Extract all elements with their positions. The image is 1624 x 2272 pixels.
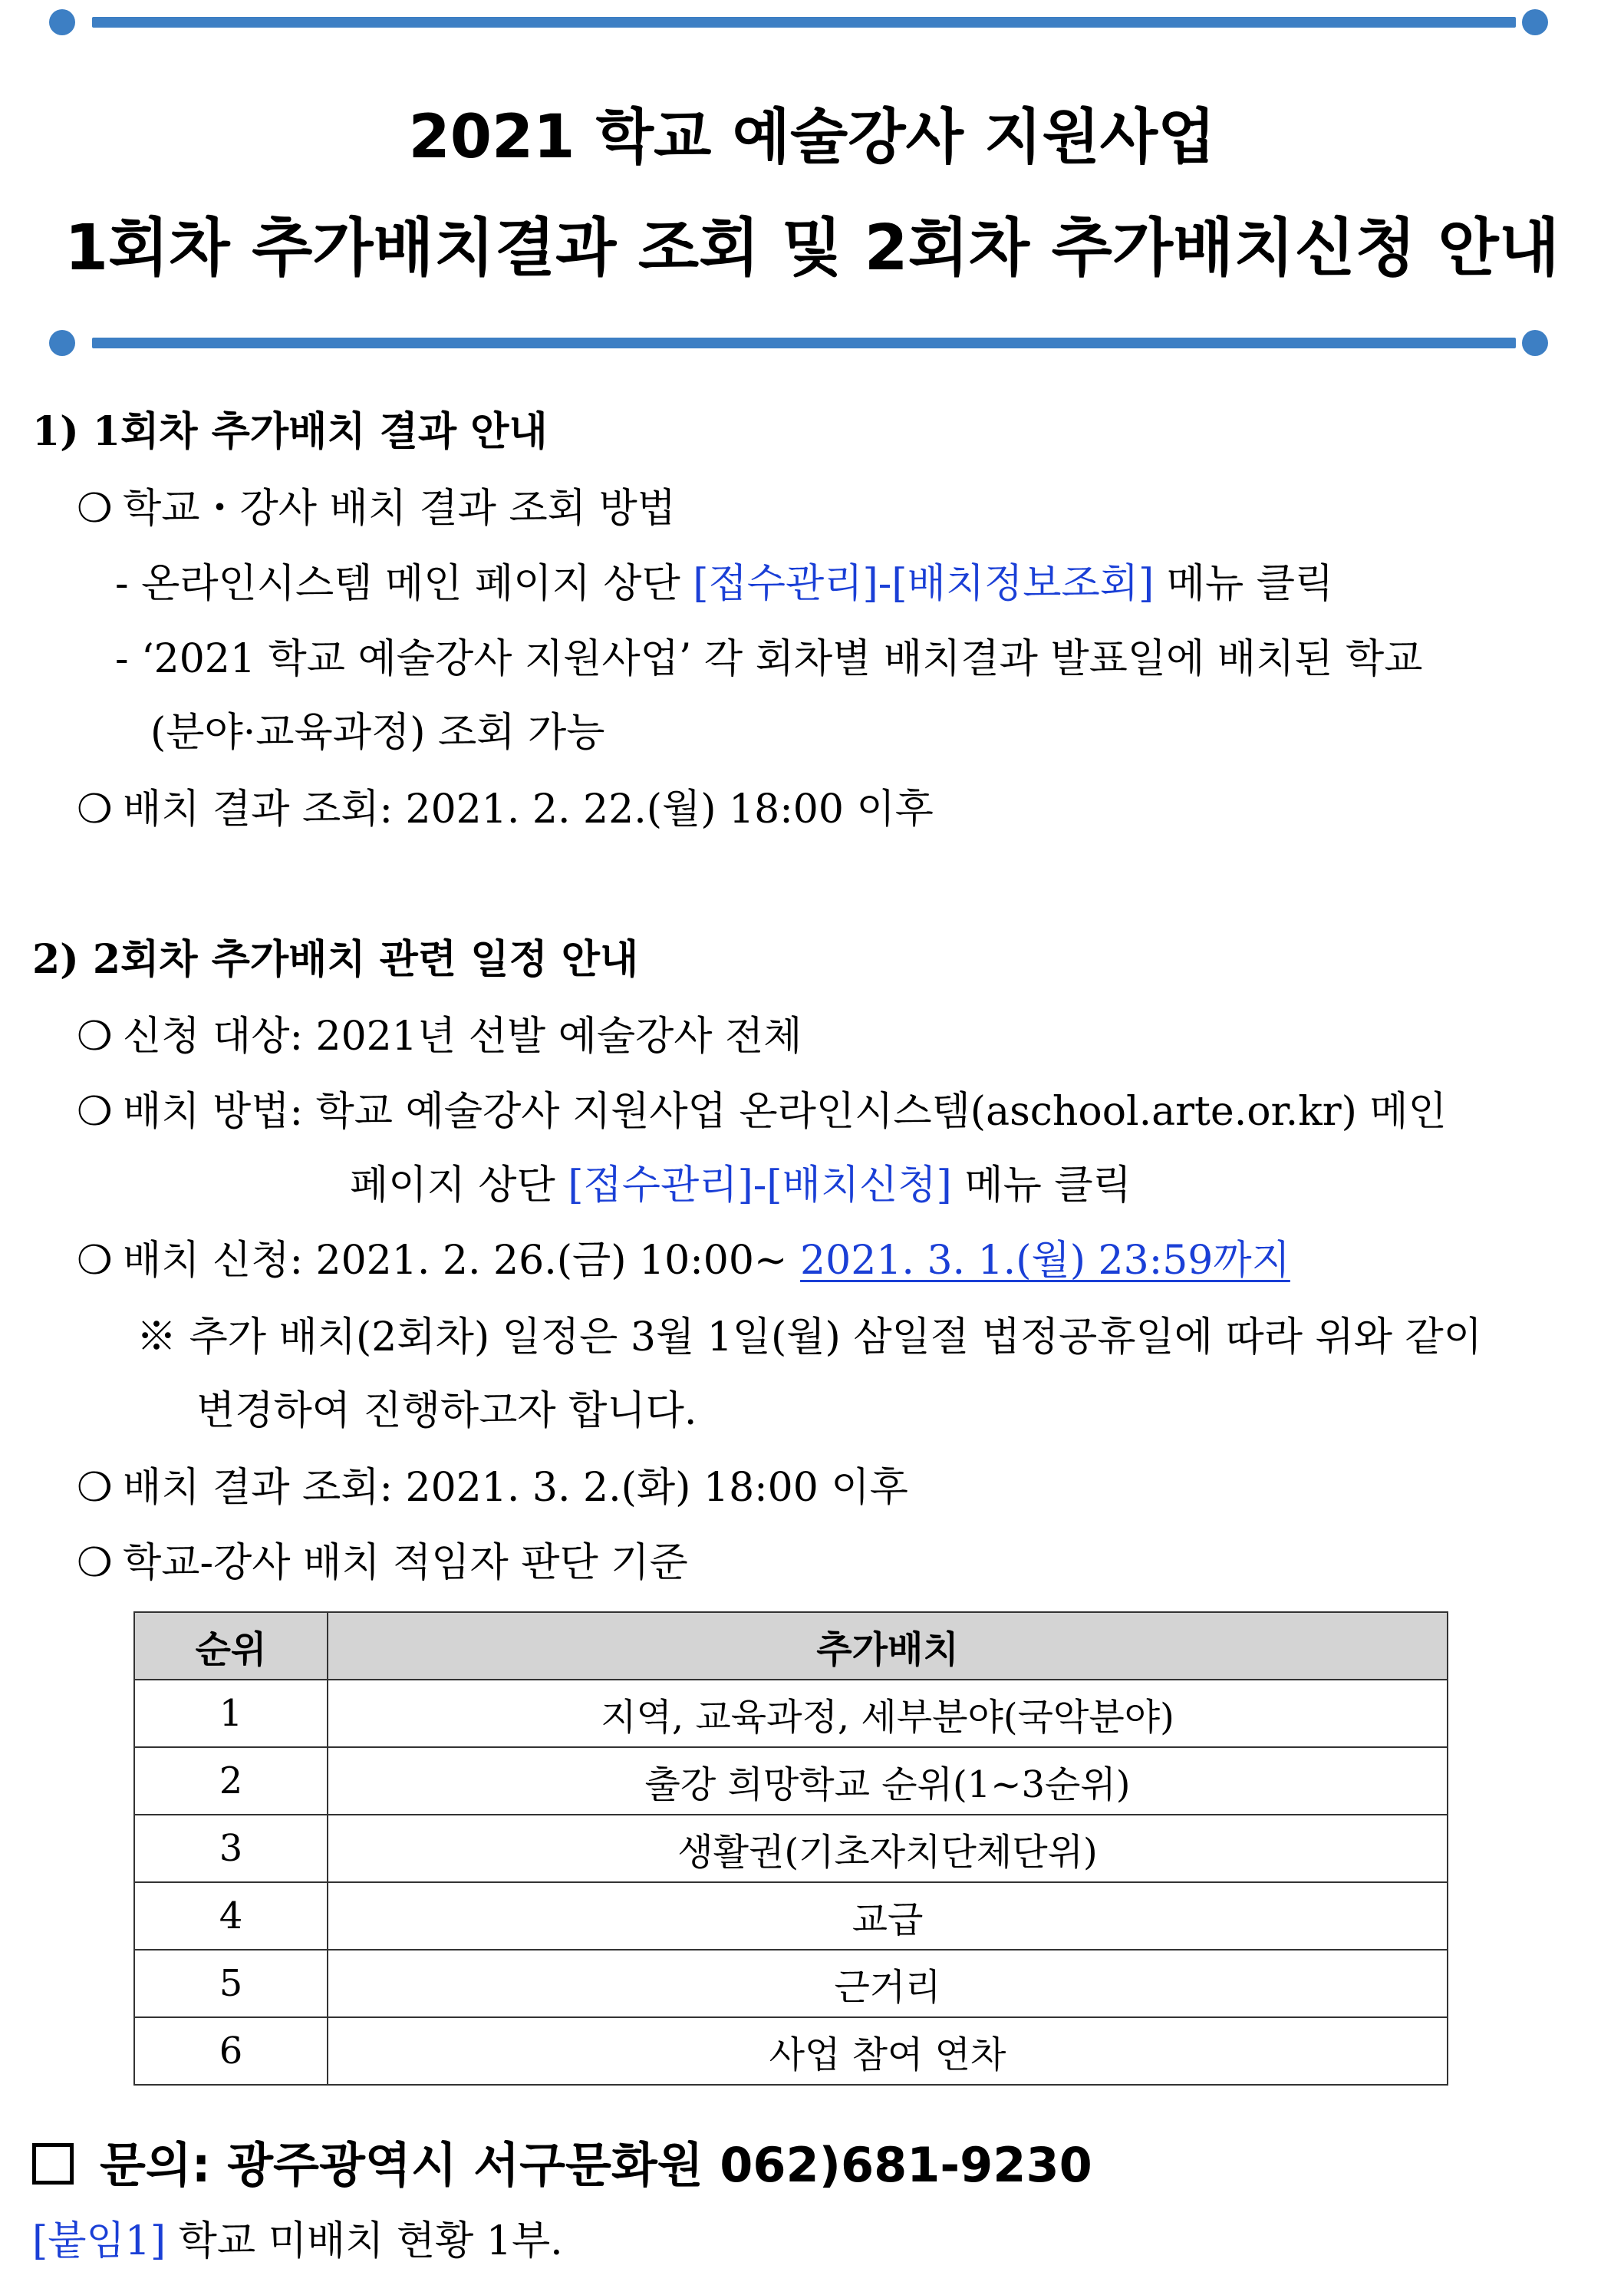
section1-item1 xyxy=(77,476,676,533)
checkbox-square-icon xyxy=(32,2143,74,2185)
top-rule-right-dot xyxy=(1522,9,1548,35)
bullet-circle-icon: ❍ xyxy=(77,486,113,532)
section2-item3 xyxy=(77,1228,1290,1285)
table-cell-criterion: 근거리 xyxy=(328,1950,1448,2017)
top-rule-left-dot xyxy=(49,9,75,35)
contact-line xyxy=(32,2127,1092,2195)
attachment-line xyxy=(32,2208,563,2266)
table-row xyxy=(134,1680,1448,1747)
title-line-1: 2021 학교 예술강사 지원사업 xyxy=(408,103,1216,172)
bullet-circle-icon: ❍ xyxy=(77,1238,113,1284)
table-cell-criterion: 사업 참여 연차 xyxy=(328,2017,1448,2085)
section1-heading: 1) 1회차 추가배치 결과 안내 xyxy=(32,408,548,455)
table-header-placement: 추가배치 xyxy=(328,1612,1448,1680)
item2-line2-suffix: 메뉴 클릭 xyxy=(951,1162,1132,1209)
table-cell-criterion: 교급 xyxy=(328,1882,1448,1950)
menu-path-placement-apply: [접수관리]-[배치신청] xyxy=(568,1162,952,1209)
section2-item1-text: 신청 대상: 2021년 선발 예술강사 전체 xyxy=(123,1014,802,1060)
section2-item5 xyxy=(77,1530,688,1588)
section1-item2 xyxy=(77,777,934,834)
table-row xyxy=(134,1950,1448,2017)
section1-item1-sub2-line1: - ‘2021 학교 예술강사 지원사업’ 각 회차별 배치결과 발표일에 배치된 학교 xyxy=(115,636,1423,682)
section2-item1 xyxy=(77,1004,802,1061)
section1-item1-sub1 xyxy=(115,551,1333,608)
table-row xyxy=(134,1815,1448,1882)
item2-line2-prefix: 페이지 상단 xyxy=(350,1162,568,1209)
bottom-rule-right-dot xyxy=(1522,330,1548,356)
table-cell-rank: 3 xyxy=(134,1815,328,1882)
section2-item4-text: 배치 결과 조회: 2021. 3. 2.(화) 18:00 이후 xyxy=(123,1465,908,1511)
bullet-circle-icon: ❍ xyxy=(77,1014,113,1060)
top-rule-line xyxy=(92,17,1516,28)
table-cell-rank: 1 xyxy=(134,1680,328,1747)
table-cell-criterion: 출강 희망학교 순위(1~3순위) xyxy=(328,1747,1448,1815)
table-header-row xyxy=(134,1612,1448,1680)
table-cell-criterion: 생활권(기초자치단체단위) xyxy=(328,1815,1448,1882)
placement-criteria-table xyxy=(133,1611,1448,2086)
menu-path-placement-info: [접수관리]-[배치정보조회] xyxy=(693,561,1155,607)
contact-text: 문의: 광주광역시 서구문화원 062)681-9230 xyxy=(100,2137,1092,2193)
title-line-2: 1회차 추가배치결과 조회 및 2회차 추가배치신청 안내 xyxy=(64,212,1560,285)
table-cell-rank: 2 xyxy=(134,1747,328,1815)
application-deadline: 2021. 3. 1.(월) 23:59까지 xyxy=(800,1238,1290,1284)
section2-note-line2: 변경하여 진행하고자 합니다. xyxy=(196,1388,697,1434)
section2-item2-text: 배치 방법: 학교 예술강사 지원사업 온라인시스템(aschool.arte.or.kr) 메인 xyxy=(123,1089,1447,1135)
bullet-circle-icon: ❍ xyxy=(77,1540,113,1586)
sub1-suffix: 메뉴 클릭 xyxy=(1154,561,1334,607)
attachment-text: 학교 미배치 현황 1부. xyxy=(166,2218,563,2264)
section1-item2-text: 배치 결과 조회: 2021. 2. 22.(월) 18:00 이후 xyxy=(123,786,934,833)
bullet-circle-icon: ❍ xyxy=(77,1089,113,1135)
section1-item1-text: 학교・강사 배치 결과 조회 방법 xyxy=(123,486,676,532)
sub1-prefix: - 온라인시스템 메인 페이지 상단 xyxy=(115,561,693,607)
section2-item4 xyxy=(77,1455,908,1512)
section2-item3-text: 배치 신청: 2021. 2. 26.(금) 10:00~ xyxy=(123,1238,801,1284)
attachment-label: [붙임1] xyxy=(32,2218,166,2264)
bottom-rule-left-dot xyxy=(49,330,75,356)
section2-heading: 2) 2회차 추가배치 관련 일정 안내 xyxy=(32,936,639,983)
section2-item5-text: 학교-강사 배치 적임자 판단 기준 xyxy=(123,1540,688,1586)
section2-item2-line2 xyxy=(350,1152,1132,1210)
table-cell-rank: 6 xyxy=(134,2017,328,2085)
bullet-circle-icon: ❍ xyxy=(77,1465,113,1511)
table-cell-rank: 5 xyxy=(134,1950,328,2017)
table-header-rank: 순위 xyxy=(134,1612,328,1680)
section1-item1-sub2-line2: (분야·교육과정) 조회 가능 xyxy=(150,710,605,756)
table-row xyxy=(134,1882,1448,1950)
table-row xyxy=(134,1747,1448,1815)
bottom-rule-line xyxy=(92,338,1516,348)
table-cell-rank: 4 xyxy=(134,1882,328,1950)
table-cell-criterion: 지역, 교육과정, 세부분야(국악분야) xyxy=(328,1680,1448,1747)
section2-note-line1: ※ 추가 배치(2회차) 일정은 3월 1일(월) 삼일절 법정공휴일에 따라 위와 같이 xyxy=(137,1314,1482,1360)
section2-item2-line1 xyxy=(77,1079,1447,1136)
table-row xyxy=(134,2017,1448,2085)
bullet-circle-icon: ❍ xyxy=(77,786,113,833)
